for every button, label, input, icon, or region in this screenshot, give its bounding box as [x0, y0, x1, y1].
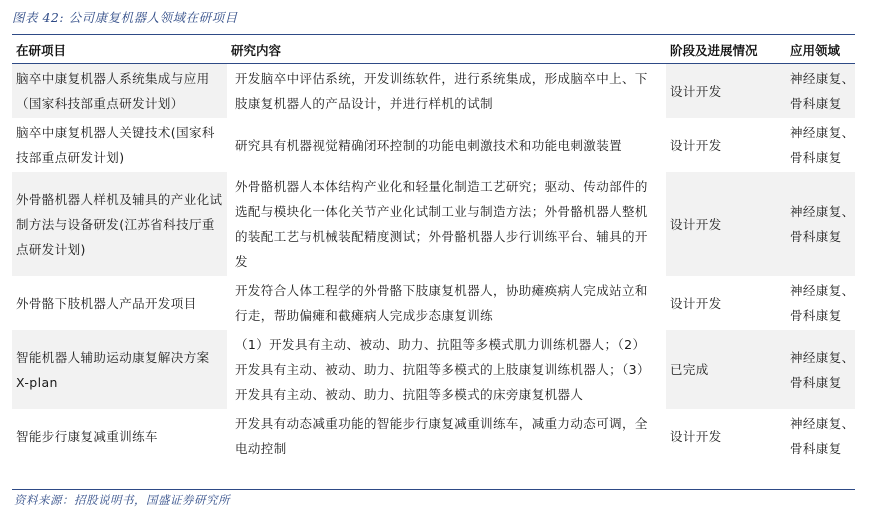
- field-cell: 神经康复、骨科康复: [790, 64, 855, 119]
- field-cell: 神经康复、骨科康复: [790, 330, 855, 409]
- field-cell: 神经康复、骨科康复: [790, 172, 855, 276]
- project-name-cell: 智能步行康复减重训练车: [16, 428, 158, 444]
- project-name-cell: 脑卒中康复机器人关键技术(国家科技部重点研发计划): [16, 125, 215, 165]
- table-row: [12, 330, 855, 409]
- figure-title: 图表 42: 公司康复机器人领域在研项目: [12, 10, 238, 25]
- field-cell: 神经康复、骨科康复: [790, 416, 855, 456]
- title-divider: [12, 34, 855, 35]
- project-name-cell: 脑卒中康复机器人系统集成与应用（国家科技部重点研发计划）: [12, 64, 227, 119]
- research-content-cell: 开发脑卒中评估系统，开发训练软件，进行系统集成，形成脑卒中上、下肢康复机器人的产品设计，并进行样机的试制: [227, 64, 666, 119]
- project-name-cell: 外骨骼机器人样机及辅具的产业化试制方法与设备研发(江苏省科技厅重点研发计划): [12, 172, 227, 276]
- table-row: [12, 409, 855, 463]
- table-row: [12, 276, 855, 330]
- table-header-row: [12, 36, 855, 64]
- table-row: [12, 118, 855, 172]
- field-cell: 神经康复、骨科康复: [790, 125, 855, 165]
- project-name-cell: 智能机器人辅助运动康复解决方案 X-plan: [12, 330, 227, 409]
- source-note: 资料来源：招股说明书，国盛证券研究所: [14, 493, 230, 507]
- stage-cell: 设计开发: [666, 64, 790, 119]
- research-content-cell: （1）开发具有主动、被动、助力、抗阻等多模式肌力训练机器人；（2）开发具有主动、被动、助力、抗阻等多模式的上肢康复训练机器人；（3）开发具有主动、被动、助力、抗阻等多模式的床旁康复机器人: [227, 330, 666, 409]
- header-stage: 阶段及进展情况: [666, 36, 790, 64]
- stage-cell: 设计开发: [670, 428, 722, 444]
- table-bottom-divider: [12, 489, 855, 490]
- stage-cell: 设计开发: [666, 172, 790, 276]
- stage-cell: 设计开发: [670, 295, 722, 311]
- research-projects-table: [12, 36, 855, 463]
- stage-cell: 设计开发: [670, 137, 722, 153]
- header-field: 应用领域: [790, 36, 855, 64]
- header-content: 研究内容: [227, 36, 666, 64]
- research-content-cell: 开发符合人体工程学的外骨骼下肢康复机器人，协助瘫痪病人完成站立和行走，帮助偏瘫和截瘫病人完成步态康复训练: [227, 276, 666, 330]
- header-project: 在研项目: [12, 36, 227, 64]
- field-cell: 神经康复、骨科康复: [790, 283, 855, 323]
- table-row: [12, 64, 855, 119]
- research-content-cell: 研究具有机器视觉精确闭环控制的功能电刺激技术和功能电刺激装置: [227, 118, 666, 172]
- table-row: [12, 172, 855, 276]
- project-name-cell: 外骨骼下肢机器人产品开发项目: [16, 295, 197, 311]
- stage-cell: 已完成: [666, 330, 790, 409]
- research-content-cell: 开发具有动态减重功能的智能步行康复减重训练车，减重力动态可调，全电动控制: [227, 409, 666, 463]
- research-content-cell: 外骨骼机器人本体结构产业化和轻量化制造工艺研究；驱动、传动部件的选配与模块化一体化关节产业化试制工业与制造方法；外骨骼机器人整机的装配工艺与机械装配精度测试；外骨骼机器人步行训练平台、辅具的开发: [227, 172, 666, 276]
